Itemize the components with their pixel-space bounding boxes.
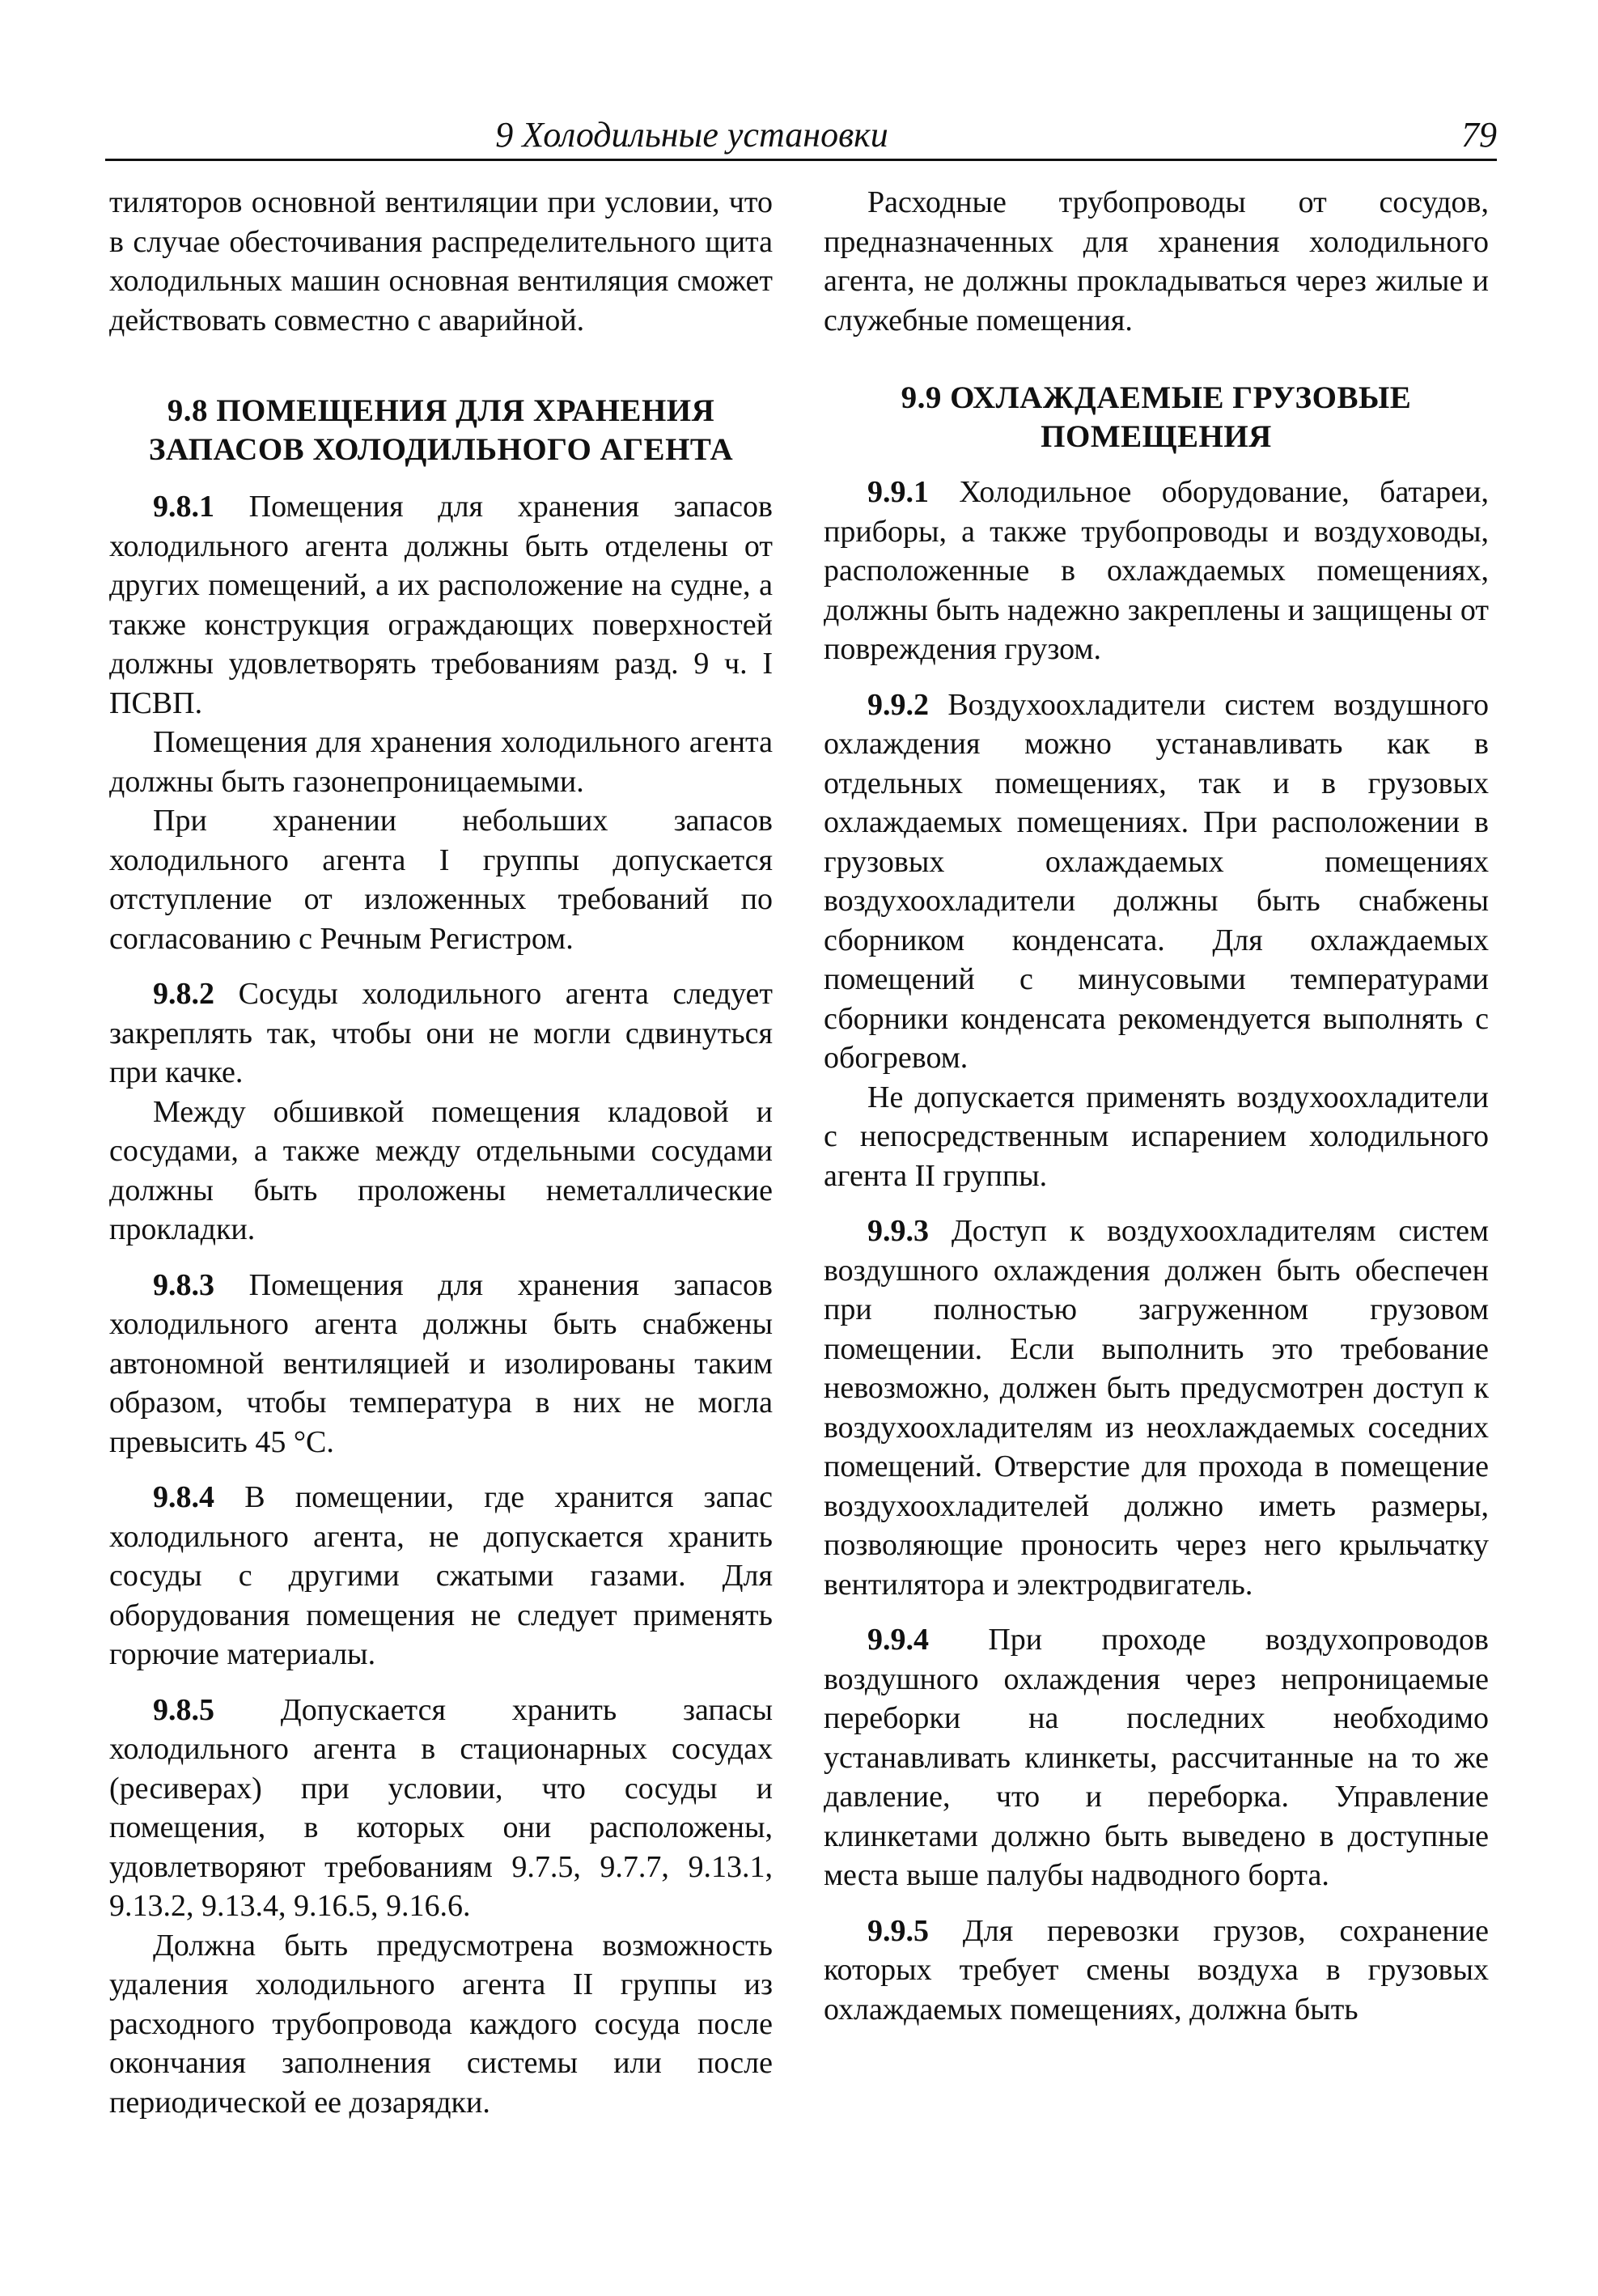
clause-9-8-2 (109, 974, 773, 1093)
clause-number: 9.9.2 (867, 687, 929, 722)
clause-9-8-3 (109, 1266, 773, 1462)
running-title: 9 Холодильные установки (495, 115, 888, 155)
paragraph: Помещения для хранения холодильного агента должны быть газонепроницаемыми. (109, 725, 773, 799)
section-heading-9-8: 9.8 ПОМЕЩЕНИЯ ДЛЯ ХРАНЕНИЯ ЗАПАСОВ ХОЛОДИЛЬНОГО АГЕНТА (148, 393, 734, 467)
clause-9-9-4 (824, 1620, 1489, 1895)
clause-text: Помещения для хранения запасов холодильного агента должны быть отделены от других помещений, а их расположение на судне, а также конструкция ограждающих поверхностей должны удовлетворять требованиям разд. 9 ч. I ПСВП. (109, 490, 773, 720)
clause-number: 9.9.3 (867, 1214, 929, 1248)
clause-9-9-1 (824, 473, 1489, 669)
clause-text: Помещения для хранения запасов холодильного агента должны быть снабжены автономной вентиляцией и изолированы таким образом, чтобы температура в них не могла превысить 45 °С. (109, 1267, 773, 1459)
paragraph: Не допускается применять воздухоохладители с непосредственным испарением холодильного агента II группы. (824, 1080, 1489, 1193)
clause-number: 9.8.5 (153, 1692, 214, 1727)
clause-text: Воздухоохладители систем воздушного охлаждения можно устанавливать как в отдельных помещениях, так и в грузовых охлаждаемых помещениях. При расположении в грузовых охлаждаемых помещениях воздухоохладители должны быть снабжены сборником конденсата. Для охлаждаемых помещений с минусовыми температурами сборники конденсата рекомендуется выполнять с обогревом. (824, 687, 1489, 1075)
paragraph: Расходные трубопроводы от сосудов, предназначенных для хранения холодильного агента, не должны прокладываться через жилые и служебные помещения. (824, 185, 1489, 337)
clause-number: 9.8.4 (153, 1480, 214, 1514)
right-column (824, 183, 1489, 2029)
clause-text: Допускается хранить запасы холодильного агента в стационарных сосудах (ресиверах) при условии, что сосуды и помещения, в которых они расположены, удовлетворяют требованиям 9.7.5, 9.7.7, 9.13.1, 9.13.2, 9.13.4, 9.16.5, 9.16.6. (109, 1692, 773, 1923)
paragraph: Между обшивкой помещения кладовой и сосудами, а также между отдельными сосудами должны быть проложены неметаллические прокладки. (109, 1094, 773, 1246)
clause-text: Доступ к воздухоохладителям систем воздушного охлаждения должен быть обеспечен при полностью загруженном грузовом помещении. Если выполнить это требование невозможно, должен быть предусмотрен доступ к воздухоохладителям из неохлаждаемых соседних помещений. Отверстие для прохода в помещение воздухоохладителей должно иметь размеры, позволяющие проносить через него крыльчатку вентилятора и электродвигатель. (824, 1214, 1489, 1602)
clause-number: 9.8.2 (153, 977, 214, 1011)
clause-text: В помещении, где хранится запас холодильного агента, не допускается хранить сосуды с другими сжатыми газами. Для оборудования помещения не следует применять горючие материалы. (109, 1480, 773, 1671)
clause-9-9-3 (824, 1212, 1489, 1604)
clause-number: 9.9.5 (867, 1913, 929, 1948)
paragraph: При хранении небольших запасов холодильного агента I группы допускается отступление от изложенных требований по согласованию с Речным Регистром. (109, 804, 773, 956)
clause-number: 9.9.4 (867, 1623, 929, 1657)
clause-text: При проходе воздухопроводов воздушного охлаждения через непроницаемые переборки на последних необходимо устанавливать клинкеты, рассчитанные на то же давление, что и переборка. Управление клинкетами должно быть выведено в доступные места выше палубы надводного борта. (824, 1623, 1489, 1892)
section-heading-9-9: 9.9 ОХЛАЖДАЕМЫЕ ГРУЗОВЫЕ ПОМЕЩЕНИЯ (901, 380, 1412, 454)
left-column (109, 183, 773, 2122)
clause-text: Холодильное оборудование, батареи, приборы, а также трубопроводы и воздуховоды, расположенные в охлаждаемых помещениях, должны быть надежно закреплены и защищены от повреждения грузом. (824, 475, 1489, 666)
clause-number: 9.9.1 (867, 475, 929, 509)
running-header (105, 105, 1497, 161)
clause-text: Для перевозки грузов, сохранение которых требует смены воздуха в грузовых охлаждаемых помещениях, должна быть (824, 1913, 1489, 2027)
clause-number: 9.8.3 (153, 1267, 214, 1302)
paragraph-continuation: тиляторов основной вентиляции при условии, что в случае обесточивания распределительного щита холодильных машин основная вентиляция сможет действовать совместно с аварийной. (109, 185, 773, 337)
page-number: 79 (1461, 115, 1497, 155)
clause-number: 9.8.1 (153, 490, 214, 524)
clause-9-8-5 (109, 1691, 773, 1926)
paragraph: Должна быть предусмотрена возможность удаления холодильного агента II группы из расходного трубопровода каждого сосуда после окончания заполнения системы или после периодической ее дозарядки. (109, 1928, 773, 2120)
clause-text: Сосуды холодильного агента следует закреплять так, чтобы они не могли сдвинуться при качке. (109, 977, 773, 1089)
clause-9-9-2 (824, 685, 1489, 1078)
clause-9-8-1 (109, 487, 773, 723)
clause-9-9-5 (824, 1912, 1489, 2030)
clause-9-8-4 (109, 1478, 773, 1674)
